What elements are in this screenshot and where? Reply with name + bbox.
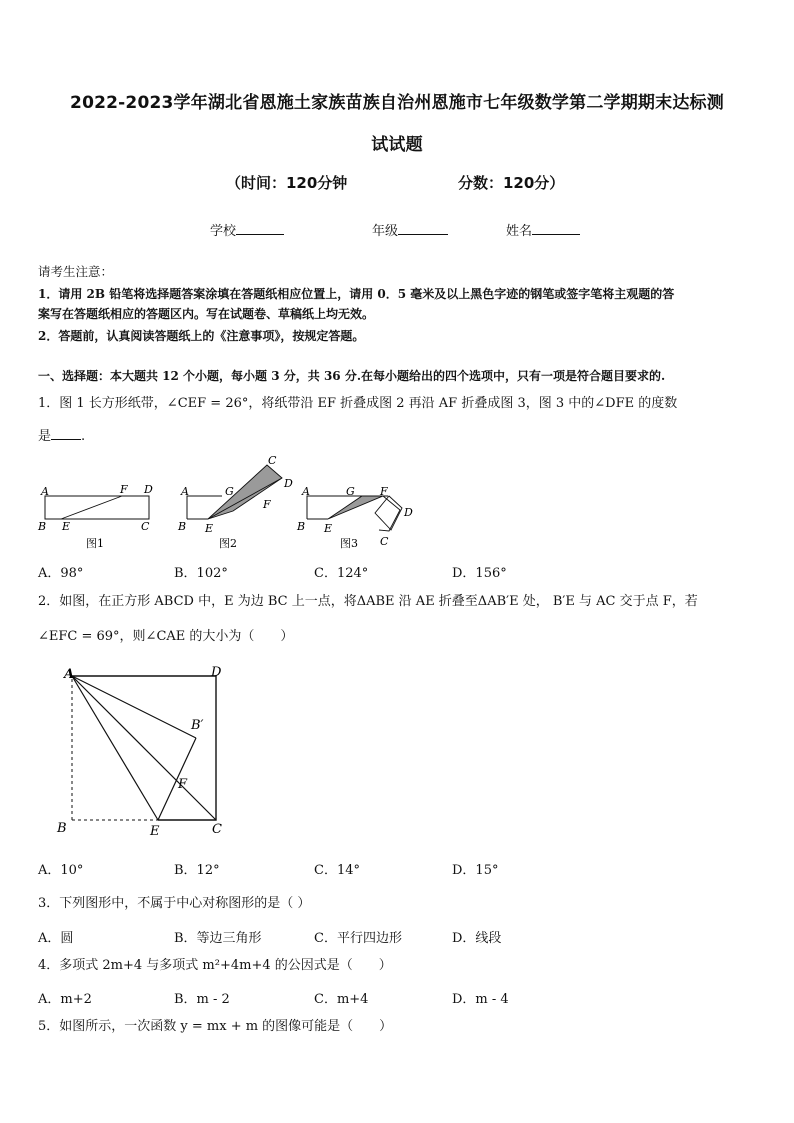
q1-fig3-folded-part [328,496,383,519]
q3-option-d[interactable]: D．线段 [452,931,502,946]
q1-fig1-label-c: C [141,520,150,533]
q1-option-d[interactable]: D．156° [452,566,507,581]
notice-item2: 2．答题前，认真阅读答题纸上的《注意事项》，按规定答题。 [38,329,365,343]
grade-label: 年级 [372,224,399,239]
q3-text: 3．下列图形中，不属于中心对称图形的是（ ） [38,896,311,911]
q1-suffix: . [81,429,86,444]
q1-fig1-label-f: F [120,483,128,496]
q5-text: 5．如图所示，一次函数 y = mx + m 的图像可能是（ ） [38,1019,393,1034]
q2-option-b[interactable]: B．12° [174,863,220,878]
q1-fig2-fold-edge [208,478,282,519]
q2-option-a[interactable]: A．10° [38,863,84,878]
q3-option-b[interactable]: B．等边三角形 [174,931,262,946]
q3-option-a[interactable]: A．圆 [38,931,74,946]
q1-option-b[interactable]: B．102° [174,566,228,581]
q1-fig3-label-a: A [302,485,310,498]
q2-label-d: D [211,665,222,680]
q4-option-c[interactable]: C．m+4 [314,992,369,1007]
q1-fig1-fold-line [61,496,122,519]
notice-item1-line1: 1．请用 2B 铅笔将选择题答案涂填在答题纸相应位置上，请用 0．5 毫米及以上黑色字迹的钢笔或签字笔将主观题的答 [38,287,675,301]
name-blank[interactable] [532,222,580,235]
q1-fig1-label-e: E [62,520,71,533]
q2-label-a: A [64,667,75,682]
q4-text: 4．多项式 2m+4 与多项式 m²+4m+4 的公因式是（ ） [38,958,392,973]
q2-segment-b1e [158,738,196,820]
q1-fig1-label-b: B [38,520,47,533]
q1-fig3-caption: 图3 [340,537,358,550]
q1-fig2-label-b: B [178,520,187,533]
q1-fig3-label-c: C [380,535,389,548]
grade-field[interactable] [372,222,448,241]
q1-fig2-label-a: A [181,485,189,498]
section1-heading: 一、选择题：本大题共 12 个小题，每小题 3 分，共 36 分.在每小题给出的四个选项中，只有一项是符合题目要求的. [38,369,666,383]
q2-label-e: E [150,824,160,839]
q1-option-c[interactable]: C．124° [314,566,369,581]
school-label: 学校 [210,224,237,239]
q1-text-line1: 1．图 1 长方形纸带，∠CEF = 26°，将纸带沿 EF 折叠成图 2 再沿 AF 折叠成图 3，图 3 中的∠DFE 的度数 [38,396,678,411]
q1-fig2-label-g: G [225,485,234,498]
q1-figure3 [296,485,413,550]
q1-text-line2 [38,427,85,446]
q2-label-b: B [57,821,67,836]
q1-fig1-label-a: A [41,485,49,498]
q1-fig2-label-e: E [205,522,214,535]
school-field[interactable] [210,222,284,241]
q2-label-f: F [178,777,188,792]
q1-fig1-strip [45,496,149,519]
q2-option-c[interactable]: C．14° [314,863,360,878]
q1-fig3-label-b: B [297,520,306,533]
q1-fig2-caption: 图2 [219,537,237,550]
q1-fig2-label-f: F [263,498,271,511]
exam-title-line2: 试试题 [371,135,423,155]
q1-figure1 [37,483,153,550]
q1-answer-blank[interactable] [51,427,81,440]
q4-option-b[interactable]: B．m - 2 [174,992,230,1007]
q1-fig3-label-g: G [346,485,355,498]
q1-figures [30,450,430,554]
q2-text-line1: 2．如图，在正方形 ABCD 中，E 为边 BC 上一点，将ΔABE 沿 AE 折叠至ΔAB′E 处， B′E 与 AC 交于点 F，若 [38,594,698,609]
q1-fig2-label-c: C [268,454,277,467]
q2-label-c: C [212,822,222,837]
q4-option-a[interactable]: A．m+2 [38,992,92,1007]
q2-option-d[interactable]: D．15° [452,863,499,878]
q1-fig2-label-d: D [284,477,293,490]
school-blank[interactable] [236,222,284,235]
q2-square-figure [50,660,240,840]
q1-fig3-label-e: E [324,522,333,535]
q1-option-a[interactable]: A．98° [38,566,84,581]
q1-fig3-label-d: D [404,506,413,519]
q2-label-b1: B′ [191,718,204,733]
q4-option-d[interactable]: D．m - 4 [452,992,509,1007]
notice-heading: 请考生注意： [38,264,114,279]
q1-fig3-label-f: F [380,485,388,498]
q1-fig2-folded-part [208,465,282,519]
q2-text-line2: ∠EFC = 69°，则∠CAE 的大小为（ ） [38,629,294,644]
name-field[interactable] [506,222,580,241]
q1-prefix: 是 [38,429,52,444]
name-label: 姓名 [506,224,533,239]
q1-fig1-caption: 图1 [86,537,104,550]
time-limit: （时间：120分钟 [226,174,348,192]
notice-item1-line2: 案写在答题纸相应的答题区内。写在试题卷、草稿纸上均无效。 [38,307,375,321]
q1-figure2 [177,454,293,550]
grade-blank[interactable] [398,222,448,235]
q1-fig1-label-d: D [144,483,153,496]
total-score: 分数：120分） [458,174,565,192]
q3-option-c[interactable]: C．平行四边形 [314,931,402,946]
q2-diagonal-ac [72,676,216,820]
exam-title-line1: 2022-2023学年湖北省恩施土家族苗族自治州恩施市七年级数学第二学期期末达标测 [70,93,724,113]
